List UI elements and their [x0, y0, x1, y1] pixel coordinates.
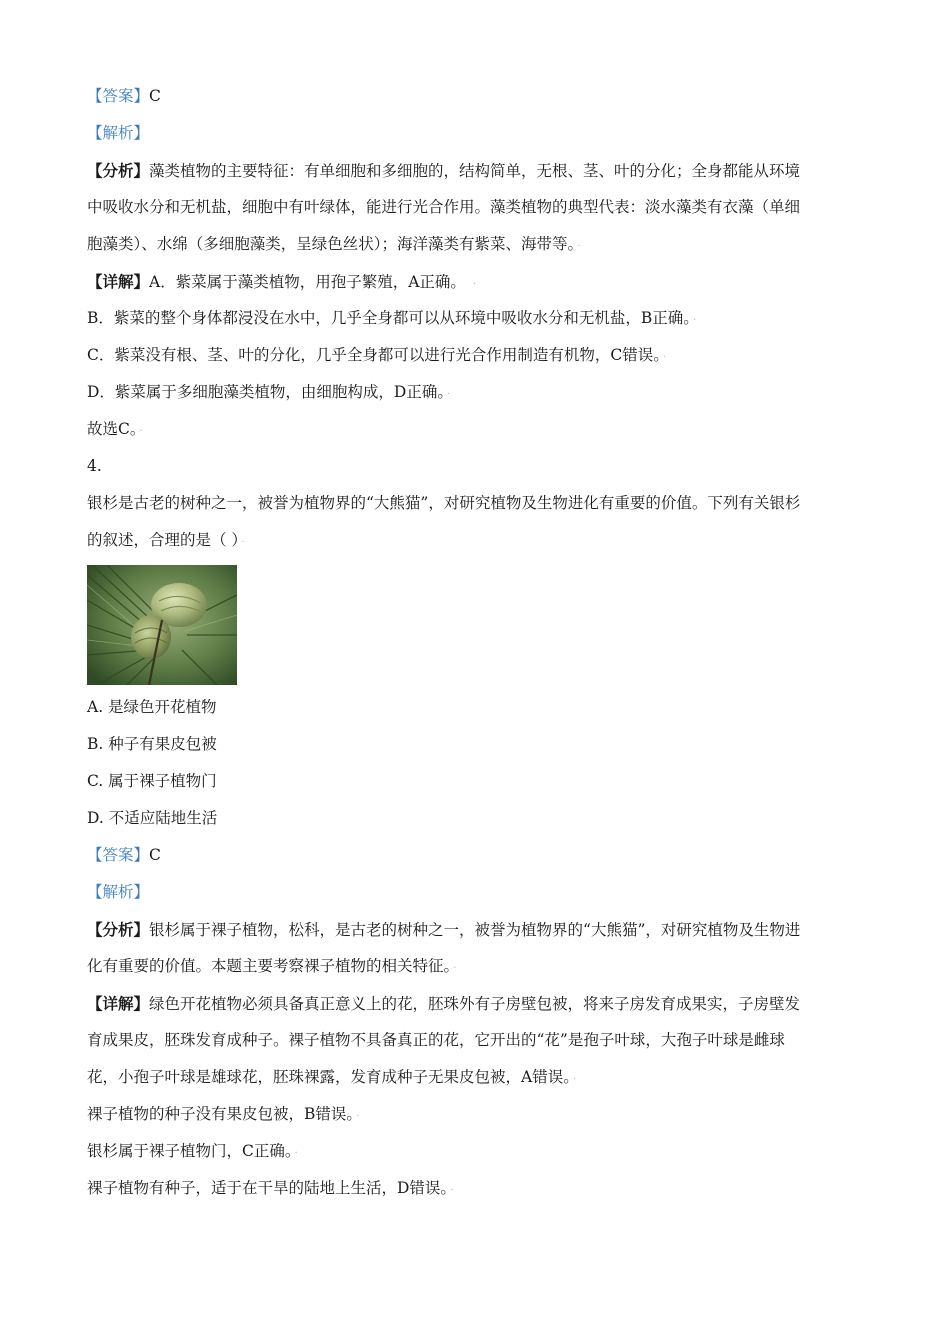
q3-analysis-line	[87, 115, 863, 152]
q4-xiangjie-line-2: 育成果皮，胚珠发育成种子。裸子植物不具备真正的花，它开出的“花”是孢子叶球，大孢子叶球是雌球	[87, 1031, 785, 1049]
answer-value: C	[149, 846, 161, 864]
q4-xiangjie-line-1	[87, 985, 863, 1022]
q3-answer-line	[87, 78, 863, 115]
q4-option-a: A. 是绿色开花植物	[87, 698, 217, 716]
q3-detail-c: C．紫菜没有根、茎、叶的分化，几乎全身都可以进行光合作用制造有机物，C错误。 ·	[87, 337, 863, 374]
answer-tag: 【答案】	[87, 846, 150, 864]
q4-stem-line-2: 的叙述，合理的是（ ） ·	[87, 522, 863, 559]
document-page	[87, 78, 863, 1207]
fenxi-tag: 【分析】	[87, 161, 150, 180]
q3-fenxi-line-1	[87, 152, 863, 189]
q4-detail-d: 裸子植物有种子，适于在干旱的陆地上生活，D错误。 ·	[87, 1170, 863, 1207]
analysis-tag: 【解析】	[87, 124, 150, 142]
q4-fenxi-line-2: 化有重要的价值。本题主要考察裸子植物的相关特征。 ·	[87, 948, 863, 985]
q4-detail-c: 银杉属于裸子植物门，C正确。 ·	[87, 1133, 863, 1170]
q3-fenxi-line-2: 中吸收水分和无机盐，细胞中有叶绿体，能进行光合作用。藻类植物的典型代表：淡水藻类有衣藻（单细	[87, 198, 801, 216]
q4-detail-b: 裸子植物的种子没有果皮包被，B错误。 ·	[87, 1096, 863, 1133]
xiangjie-tag: 【详解】	[87, 994, 150, 1013]
q3-fenxi-line-3: 胞藻类）、水绵（多细胞藻类，呈绿色丝状）；海洋藻类有紫菜、海带等。 ·	[87, 226, 863, 263]
q4-number: 4.	[87, 457, 102, 475]
q4-option-c: C. 属于裸子植物门	[87, 772, 217, 790]
xiangjie-text: 绿色开花植物必须具备真正意义上的花，胚珠外有子房壁包被，将来子房发育成果实，子房壁发	[149, 995, 801, 1013]
analysis-tag: 【解析】	[87, 883, 150, 901]
q4-xiangjie-line-3: 花，小孢子叶球是雄球花，胚珠裸露，发育成种子无果皮包被，A错误。 ·	[87, 1059, 863, 1096]
q3-conclusion: 故选C。 ·	[87, 411, 863, 448]
q4-option-d: D. 不适应陆地生活	[87, 809, 218, 827]
q3-detail-d: D．紫菜属于多细胞藻类植物，由细胞构成，D正确。 ·	[87, 374, 863, 411]
q4-option-b: B. 种子有果皮包被	[87, 735, 217, 753]
fenxi-text: 银杉属于裸子植物，松科，是古老的树种之一，被誉为植物界的“大熊猫”，对研究植物及生物进	[149, 921, 801, 939]
xiangjie-text: A．紫菜属于藻类植物，用孢子繁殖，A正确。	[149, 273, 466, 291]
q4-stem-line-1: 银杉是古老的树种之一，被誉为植物界的“大熊猫”，对研究植物及生物进化有重要的价值。下列有关银杉	[87, 494, 801, 512]
silver-fir-cone-photo	[87, 565, 237, 685]
answer-value: C	[149, 87, 161, 105]
q3-detail-b: B．紫菜的整个身体都浸没在水中，几乎全身都可以从环境中吸收水分和无机盐，B正确。 ·	[87, 300, 863, 337]
fenxi-tag: 【分析】	[87, 920, 150, 939]
q4-answer-line	[87, 837, 863, 874]
q4-analysis-line	[87, 874, 863, 911]
fenxi-text: 藻类植物的主要特征：有单细胞和多细胞的，结构简单，无根、茎、叶的分化；全身都能从环境	[149, 162, 801, 180]
answer-tag: 【答案】	[87, 87, 150, 105]
q4-fenxi-line-1	[87, 911, 863, 948]
xiangjie-tag: 【详解】	[87, 272, 150, 291]
q3-xiangjie-line	[87, 263, 863, 300]
